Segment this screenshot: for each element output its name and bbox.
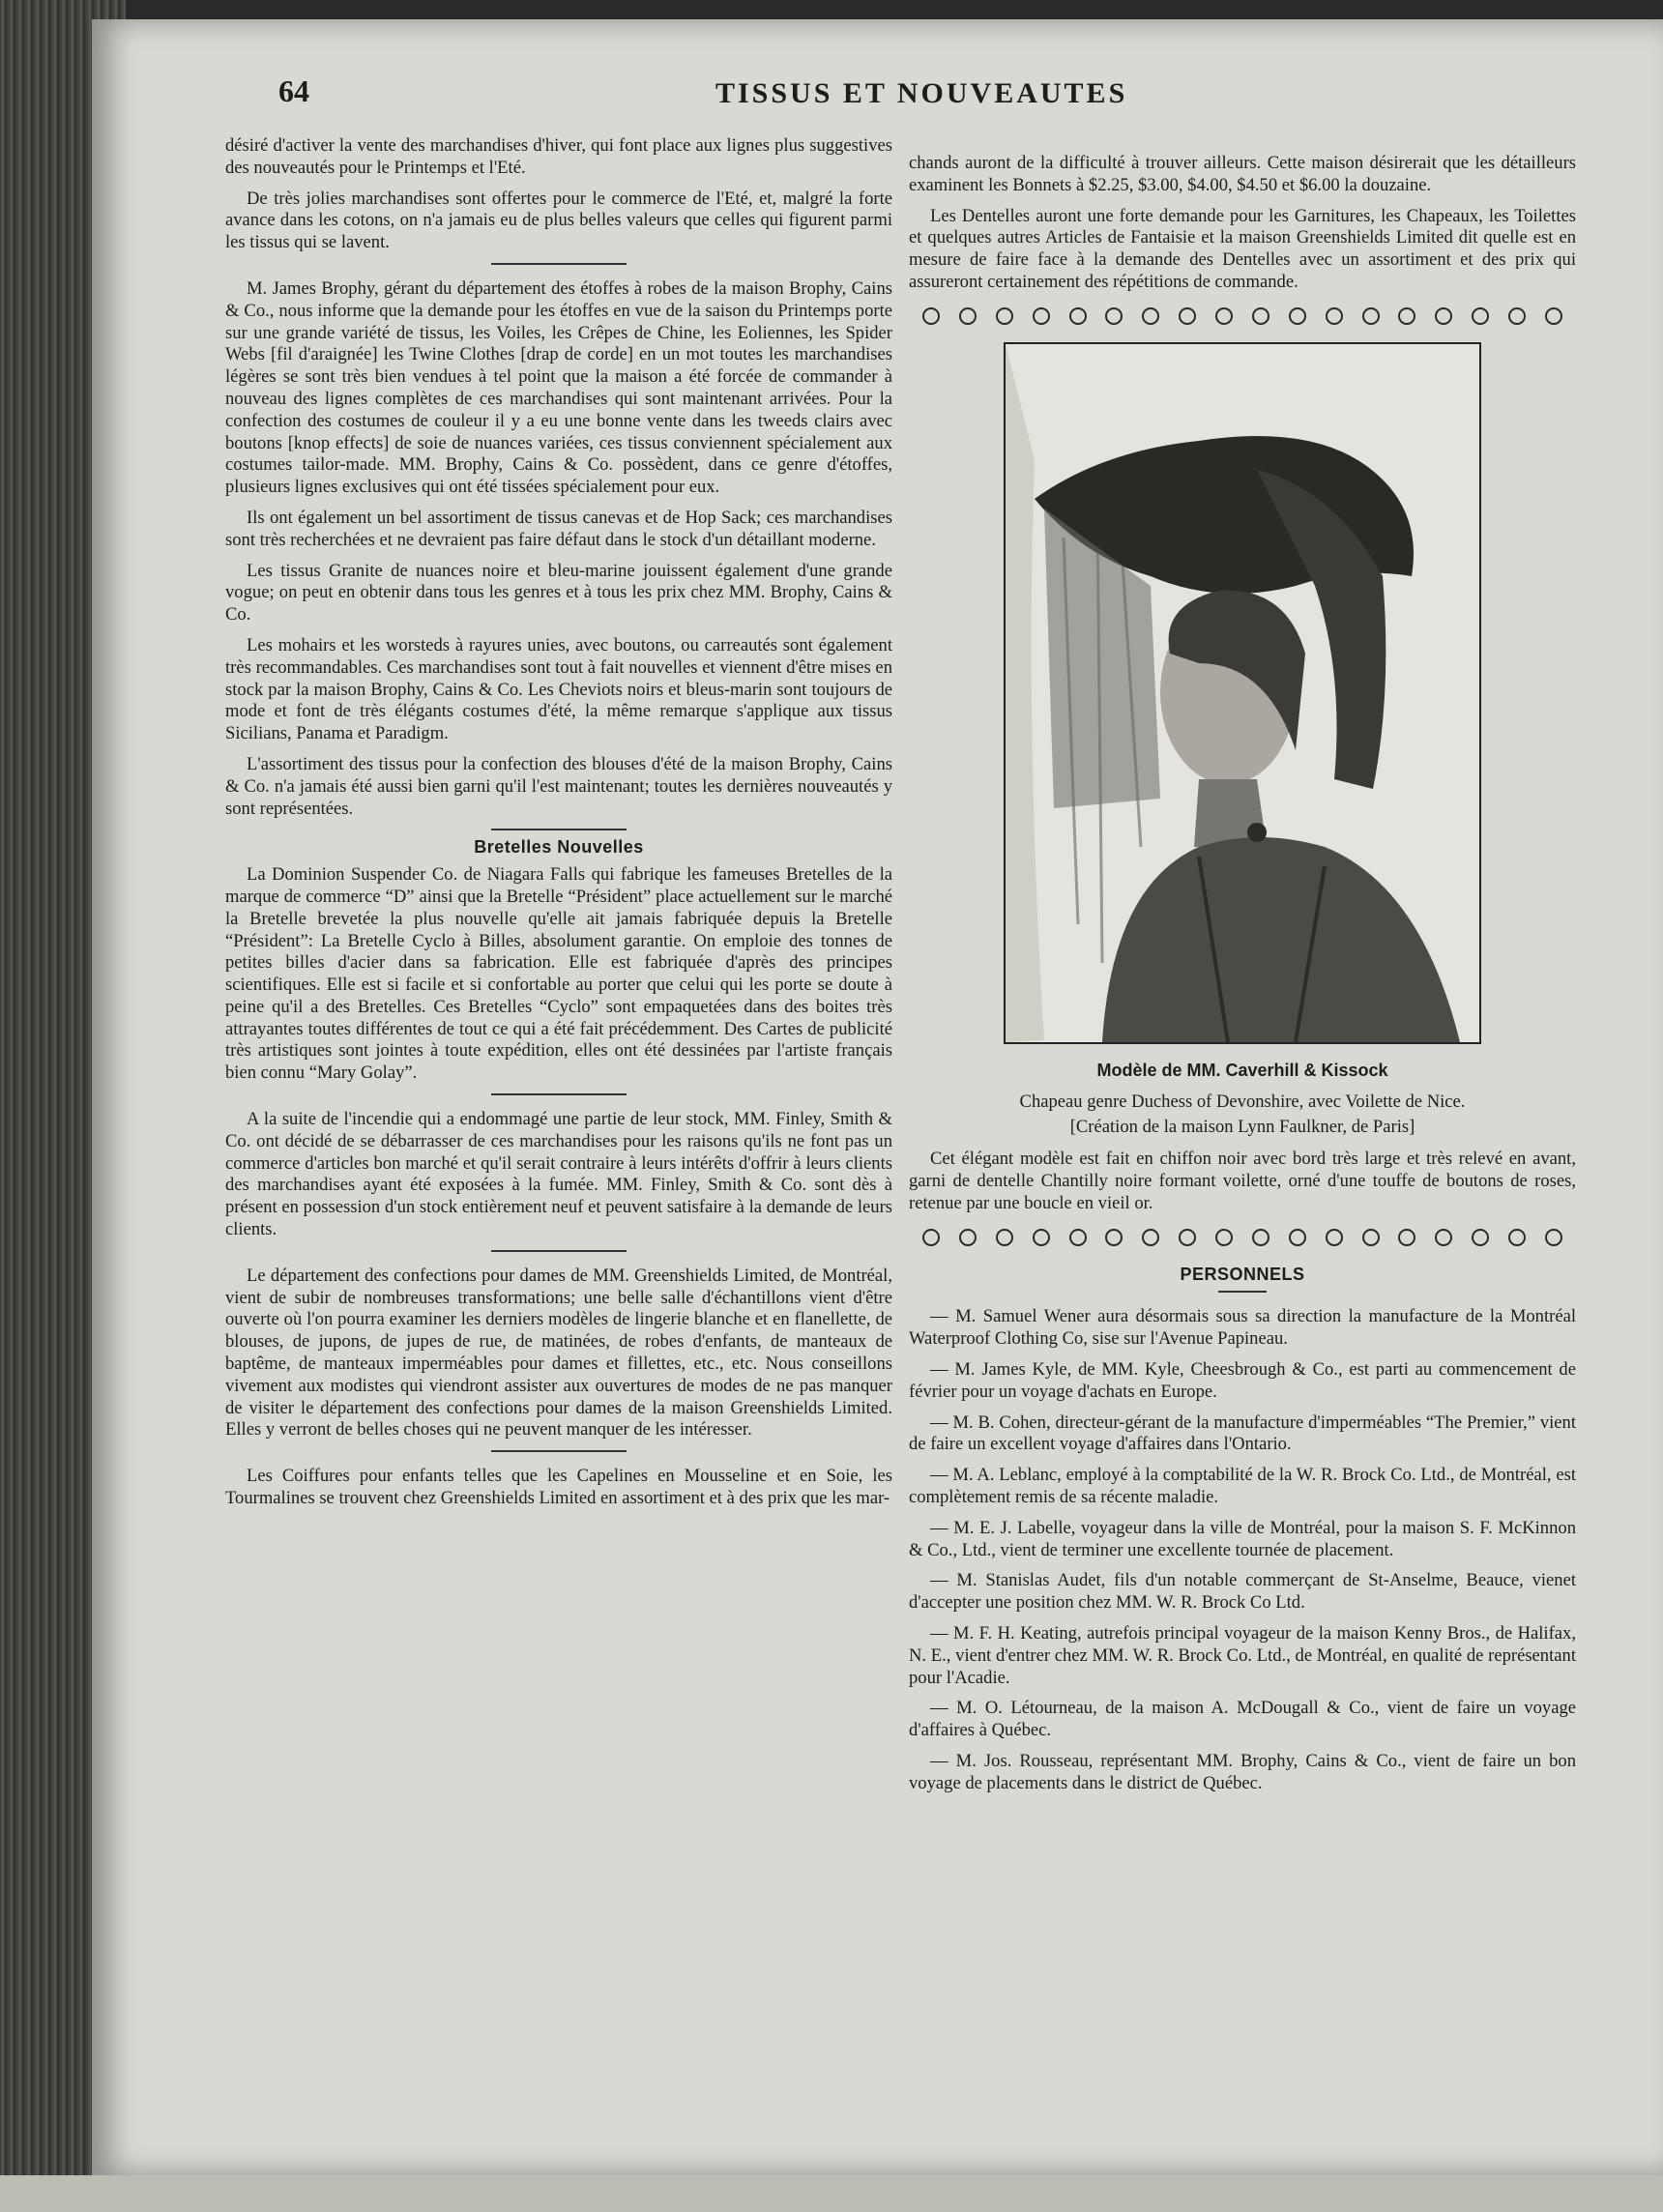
left-column xyxy=(225,135,892,1519)
right-column xyxy=(909,153,1576,1804)
photo-caption: Modèle de MM. Caverhill & Kissock xyxy=(1096,1060,1388,1080)
section-divider xyxy=(491,1093,627,1095)
section-divider xyxy=(1218,1291,1267,1293)
personnel-item: — M. E. J. Labelle, voyageur dans la ville de Montréal, pour la maison S. F. McKinnon & Co., Ltd., vient de terminer une excellente tournée de placement. xyxy=(909,1517,1576,1560)
brophy-paragraph-2: Ils ont également un bel assortiment de tissus canevas et de Hop Sack; ces marchandises sont très recherchées et ne devraient pas faire défaut dans le stock d'un détaillant moderne. xyxy=(225,507,892,550)
personnel-item: — M. F. H. Keating, autrefois principal voyageur de la maison Kenny Bros., de Halifax, N. E., vient d'entrer chez MM. W. R. Brock Co. Ltd., de Montréal, en qualité de représentant pour l'Acadie. xyxy=(909,1622,1576,1688)
circle-ornament-row xyxy=(909,1229,1576,1246)
section-divider xyxy=(491,829,627,830)
brophy-paragraph-1: M. James Brophy, gérant du département des étoffes à robes de la maison Brophy, Cains & Co., nous informe que la demande pour les étoffes en vue de la saison du Printemps porte sur une grande variété de tissus, les Voiles, les Crêpes de Chine, les Eoliennes, les Spider Webs [fil d'araignée] les Twine Clothes [drap de corde] en un mot toutes les marchandises légères se sont très bien vendues à tel point que la maison a été forcée de commander à nouveau des lignes complètes de ces marchandises qui sont maintenant arrivées. Pour la confection des costumes de couleur il y a eu une bonne vente dans les tweeds clairs avec boutons [knop effects] de soie de nuances variées, ces tissus conviennent spécialement aux costumes tailor-made. MM. Brophy, Cains & Co. possèdent, dans ce genre d'étoffes, plusieurs lignes exclusives qui ont été tissées spécialement pour eux. xyxy=(225,277,892,498)
fashion-photo xyxy=(1004,342,1481,1044)
scan-bottom-margin xyxy=(0,2175,1663,2212)
greenshields-paragraph: Le département des confections pour dames de MM. Greenshields Limited, de Montréal, vient de subir de nombreuses transformations; une belle salle d'échantillons vient d'être ouverte où l'on pourra examiner les derniers modèles de lingerie blanche et en flanellette, de blouses, de jupons, de jupes de rue, de matinées, de robes d'enfants, de manteaux de baptême, de manteaux imperméables pour dames et fillettes, etc., etc. Nous conseillons vivement aux modistes qui viendront assister aux ouvertures de modes de ne pas manquer de visiter le département des confections pour dames de la maison Greenshields Limited. Elles y verront de belles choses qui ne peuvent manquer de les intéresser. xyxy=(225,1265,892,1441)
intro-paragraph-2: De très jolies marchandises sont offertes pour le commerce de l'Eté, et, malgré la forte avance dans les cotons, on n'a jamais eu de plus belles valeurs que celles qui figurent parmi les tissus qui se lavent. xyxy=(225,188,892,253)
bretelles-paragraph: La Dominion Suspender Co. de Niagara Falls qui fabrique les fameuses Bretelles de la marque de commerce “D” ainsi que la Bretelle “Président” place actuellement sur le marché la Bretelle brevetée la plus nouvelle qu'elle ait jamais fabriquée depuis la Bretelle “Président”: La Bretelle Cyclo à Billes, absolument garantie. On emploie des tonnes de petites billes d'acier dans sa fabrication. Elle est fabriquée d'après des principes scientifiques. Elle est si facile et si confortable au porter que celui qui les porte se doute à peine qu'il a des Bretelles. Ces Bretelles “Cyclo” sont empaquetées dans des boites très attrayantes toutes différentes de tout ce qui a été fait précédemment. Des Cartes de publicité très artistiques sont jointes à toute expédition, elles ont été dessinées par l'artiste français bien connu “Mary Golay”. xyxy=(225,864,892,1084)
brophy-paragraph-3: Les tissus Granite de nuances noire et bleu-marine jouissent également d'une grande vogue; on peut en obtenir dans tous les genres et à tous les prix chez MM. Brophy, Cains & Co. xyxy=(225,560,892,626)
personnel-item: — M. Samuel Wener aura désormais sous sa direction la manufacture de la Montréal Waterproof Clothing Co, sise sur l'Avenue Papineau. xyxy=(909,1306,1576,1350)
journal-title: TISSUS ET NOUVEAUTES xyxy=(715,77,1128,109)
continued-paragraph: chands auront de la difficulté à trouver ailleurs. Cette maison désirerait que les détailleurs examinent les Bonnets à $2.25, $3.00, $4.00, $4.50 et $6.00 la douzaine. xyxy=(909,153,1576,195)
personnel-item: — M. O. Létourneau, de la maison A. McDougall & Co., vient de faire un voyage d'affaires à Québec. xyxy=(909,1698,1576,1741)
brophy-paragraph-4: Les mohairs et les worsteds à rayures unies, avec boutons, ou carreautés sont également très recommandables. Ces marchandises sont tout à fait nouvelles et viennent d'être mises en stock par la maison Brophy, Cains & Co. Les Cheviots noirs et bleus-marin sont toujours de mode et font de très élégants costumes d'été, la même remarque s'applique aux tissus Sicilians, Panama et Paradigm. xyxy=(225,634,892,744)
section-divider xyxy=(491,263,627,265)
brophy-paragraph-5: L'assortiment des tissus pour la confection des blouses d'été de la maison Brophy, Cains & Co. n'a jamais été aussi bien garni qu'il l'est maintenant; toutes les dernières nouveautés y sont représentées. xyxy=(225,753,892,819)
photo-subcaption-1: Chapeau genre Duchess of Devonshire, avec Voilette de Nice. xyxy=(1019,1091,1466,1112)
finley-paragraph: A la suite de l'incendie qui a endommagé une partie de leur stock, MM. Finley, Smith & Co. ont décidé de se débarrasser de ces marchandises pour les raisons qu'ils ne font pas un commerce d'articles bon marché et qu'il serait contraire à leurs intérêts d'offrir à leurs clients des marchandises ayant été exposées à la fumée. MM. Finley, Smith & Co. sont dès à présent en possession d'un stock entièrement neuf et peuvent satisfaire à la demande de leurs clients. xyxy=(225,1109,892,1240)
section-divider xyxy=(491,1250,627,1252)
personnel-item: — M. A. Leblanc, employé à la comptabilité de la W. R. Brock Co. Ltd., de Montréal, est complètement remis de sa récente maladie. xyxy=(909,1465,1576,1507)
photo-subcaption-2: [Création de la maison Lynn Faulkner, de Paris] xyxy=(1069,1117,1415,1138)
bretelles-heading: Bretelles Nouvelles xyxy=(474,837,644,858)
personnel-item: — M. B. Cohen, directeur-gérant de la manufacture d'imperméables “The Premier,” vient de faire un excellent voyage d'affaires dans l'Ontario. xyxy=(909,1412,1576,1455)
intro-paragraph-1: désiré d'activer la vente des marchandises d'hiver, qui font place aux lignes plus suggestives des nouveautés pour le Printemps et l'Eté. xyxy=(225,135,892,178)
personnel-item: — M. Stanislas Audet, fils d'un notable commerçant de St-Anselme, Beauce, vienet d'accepter une position chez MM. W. R. Brock Co Ltd. xyxy=(909,1570,1576,1614)
personnels-heading: PERSONNELS xyxy=(1180,1264,1305,1284)
personnel-item: — M. James Kyle, de MM. Kyle, Cheesbrough & Co., est parti au commencement de février pour un voyage d'achats en Europe. xyxy=(909,1358,1576,1402)
woman-with-hat-illustration xyxy=(1006,344,1479,1042)
photo-description: Cet élégant modèle est fait en chiffon noir avec bord très large et très relevé en avant, garni de dentelle Chantilly noire formant voilette, orné d'une touffe de boutons de roses, retenue par une boucle en vieil or. xyxy=(909,1149,1576,1213)
page-number: 64 xyxy=(278,73,309,108)
personnel-item: — M. Jos. Rousseau, représentant MM. Brophy, Cains & Co., vient de faire un bon voyage de placements dans le district de Québec. xyxy=(909,1750,1576,1793)
circle-ornament-row xyxy=(909,307,1576,325)
dentelles-paragraph: Les Dentelles auront une forte demande pour les Garnitures, les Chapeaux, les Toilettes et quelques autres Articles de Fantaisie et la maison Greenshields Limited dit quelle est en mesure de faire face à la demande des Dentelles avec un assortiment et des prix qui assureront certainement des répétitions de commande. xyxy=(909,205,1576,292)
section-divider xyxy=(491,1450,627,1452)
coiffures-paragraph: Les Coiffures pour enfants telles que les Capelines en Mousseline et en Soie, les Tourmalines se trouvent chez Greenshields Limited en assortiment et à des prix que les mar- xyxy=(225,1466,892,1509)
